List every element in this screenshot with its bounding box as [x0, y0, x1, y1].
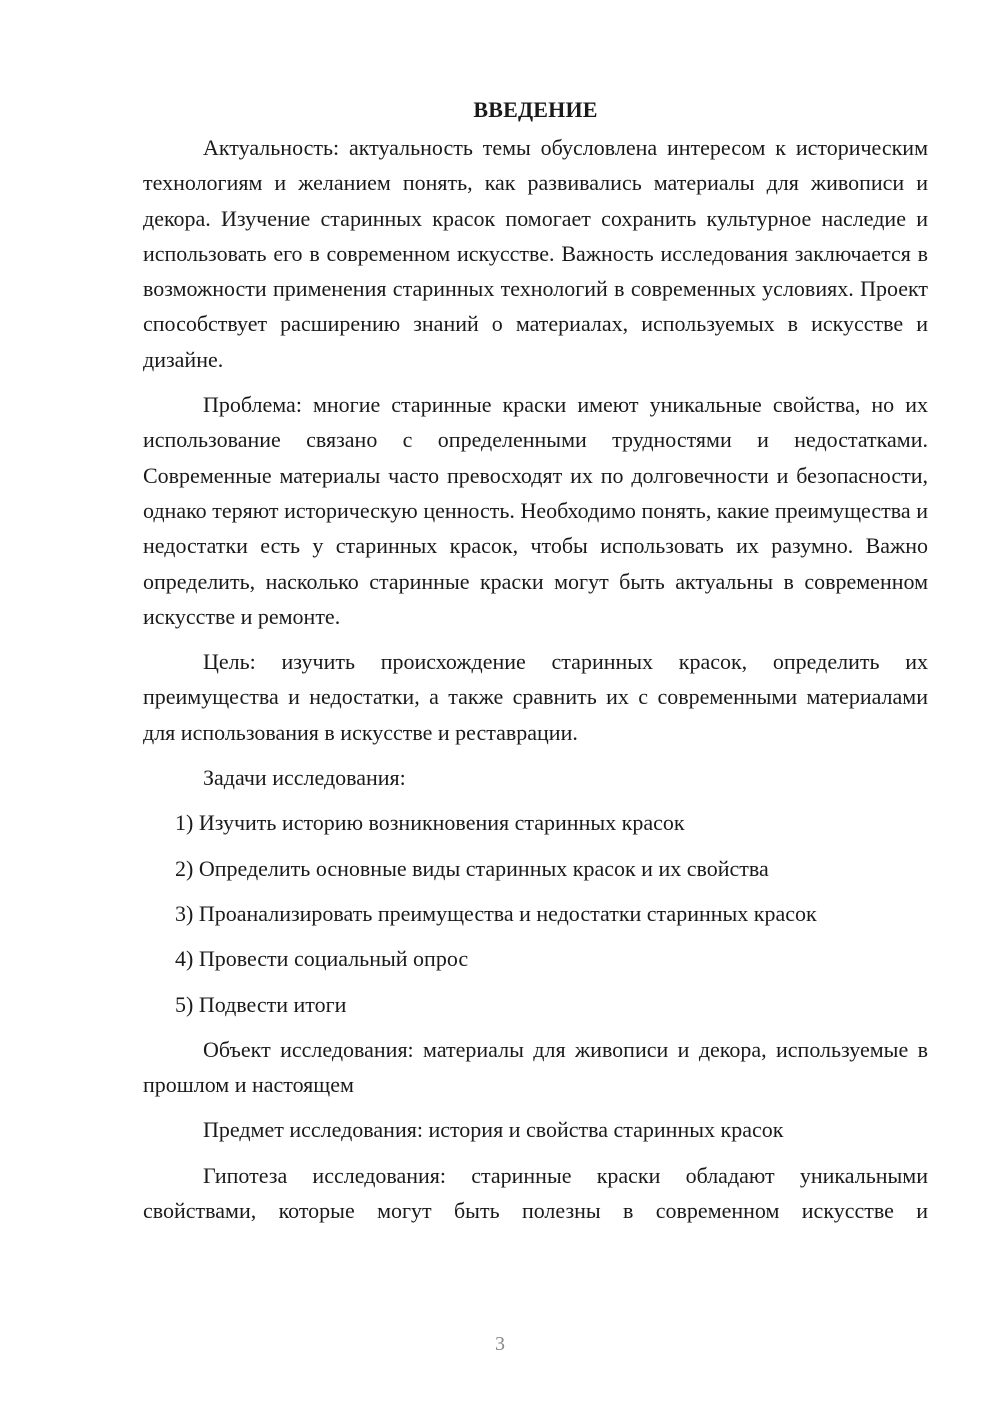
- section-heading: ВВЕДЕНИЕ: [473, 97, 598, 122]
- goal-paragraph: Цель: изучить происхождение старинных красок, определить их преимущества и недостатки, а также сравнить их с современными материалами для использования в искусстве и реставрации.: [143, 649, 928, 745]
- problem-paragraph: Проблема: многие старинные краски имеют уникальные свойства, но их использование связано с определенными трудностями и недостатками. Современные материалы часто превосходят их по долговечности и безопасности, однако теряют историческую ценность. Необходимо понять, какие преимущества и недостатки есть у старинных красок, чтобы использовать их разумно. Важно определить, насколько старинные краски могут быть актуальны в современном искусстве и ремонте.: [143, 392, 928, 629]
- task-item-1: 1) Изучить историю возникновения старинных красок: [175, 810, 685, 836]
- task-item-4: 4) Провести социальный опрос: [175, 946, 469, 972]
- page-number: 3: [495, 1333, 505, 1355]
- subject-paragraph: Предмет исследования: история и свойства старинных красок: [203, 1117, 784, 1143]
- task-item-5: 5) Подвести итоги: [175, 991, 347, 1017]
- relevance-paragraph: Актуальность: актуальность темы обусловлена интересом к историческим технологиям и желанием понять, как развивались материалы для живописи и декора. Изучение старинных красок помогает сохранить культурное наследие и использовать его в современном искусстве. Важность исследования заключается в возможности применения старинных технологий в современных условиях. Проект способствует расширению знаний о материалах, используемых в искусстве и дизайне.: [143, 135, 928, 372]
- hypothesis-paragraph: Гипотеза исследования: старинные краски обладают уникальными свойствами, которые могут быть полезны в современном искусстве и: [143, 1162, 928, 1224]
- tasks-title: Задачи исследования:: [203, 765, 406, 791]
- document-page: [143, 92, 928, 1238]
- task-item-2: 2) Определить основные виды старинных красок и их свойства: [175, 855, 769, 881]
- object-paragraph: Объект исследования: материалы для живописи и декора, используемые в прошлом и настоящем: [143, 1036, 928, 1098]
- task-item-3: 3) Проанализировать преимущества и недостатки старинных красок: [175, 900, 817, 926]
